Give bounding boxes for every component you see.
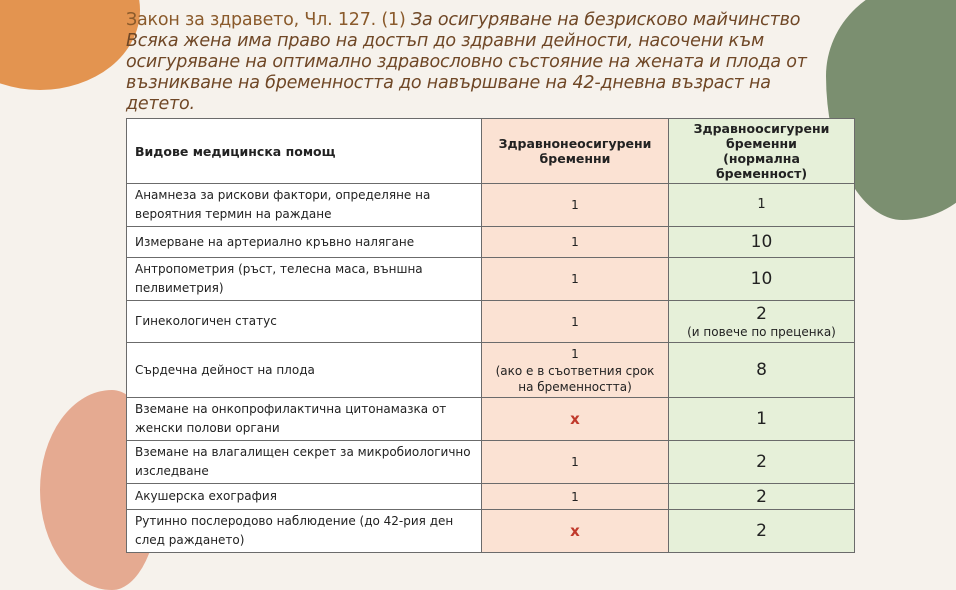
slide-title [126,10,826,115]
row-uninsured-value [482,184,669,227]
row-uninsured-value [482,258,669,301]
uninsured-count: 1 [571,198,579,212]
table-row [127,301,855,343]
not-covered-mark: x [570,521,580,540]
insured-count: 2 [756,486,767,507]
row-uninsured-value [482,227,669,258]
uninsured-note: (ако е в съответния срок на бременността) [495,364,655,394]
services-table-container [126,118,854,547]
row-insured-value [669,343,855,398]
row-service-name: Антропометрия (ръст, телесна маса, външна пелвиметрия) [127,258,482,301]
uninsured-count: 1 [571,272,579,286]
insured-count: 1 [756,409,767,429]
row-uninsured-value [482,441,669,484]
row-insured-value [669,258,855,301]
table-row [127,398,855,441]
header-uninsured: Здравнонеосигурени бременни [482,119,669,184]
title-rest: има право на достъп до здравни дейности, насочени към осигуряване на оптимално здравословно състояние на жената и плода от възникване на бременността до навършване на 42-дневна възраст на детето. [126,31,807,114]
table-row [127,343,855,398]
header-insured-line2: (нормална бременност) [715,151,808,181]
row-service-name: Вземане на онкопрофилактична цитонамазка от женски полови органи [127,398,482,441]
insured-count: 2 [756,452,767,472]
insured-count: 10 [750,232,773,252]
table-header-row [127,119,855,184]
services-table [126,118,855,553]
uninsured-count: 1 [571,314,579,329]
table-row [127,441,855,484]
uninsured-count: 1 [571,347,579,361]
uninsured-count: 1 [571,455,579,469]
decorative-blob-orange [0,0,140,90]
row-service-name: Анамнеза за рискови фактори, определяне на вероятния термин на раждане [127,184,482,227]
table-row [127,227,855,258]
row-uninsured-value [482,398,669,441]
title-highlight: За осигуряване на безрисково майчинство Всяка жена [126,10,801,51]
insured-note: (и повече по преценка) [687,324,836,339]
row-insured-value [669,301,855,343]
insured-count: 2 [756,303,767,324]
header-insured [669,119,855,184]
uninsured-count: 1 [571,489,579,504]
row-uninsured-value [482,301,669,343]
row-insured-value [669,510,855,553]
header-medical-care-type: Видове медицинска помощ [127,119,482,184]
insured-count: 10 [750,269,773,289]
table-row [127,484,855,510]
table-row [127,510,855,553]
row-service-name: Вземане на влагалищен секрет за микробиологично изследване [127,441,482,484]
uninsured-count: 1 [571,235,579,249]
insured-count: 1 [757,197,766,212]
row-uninsured-value [482,510,669,553]
row-service-name: Рутинно послеродово наблюдение (до 42-рия ден след раждането) [127,510,482,553]
insured-count: 8 [756,360,767,380]
row-service-name: Акушерска ехография [127,484,482,510]
row-insured-value [669,441,855,484]
row-insured-value [669,398,855,441]
row-uninsured-value [482,484,669,510]
row-service-name: Сърдечна дейност на плода [127,343,482,398]
row-uninsured-value [482,343,669,398]
row-service-name: Измерване на артериално кръвно налягане [127,227,482,258]
insured-count: 2 [756,521,767,541]
row-service-name: Гинекологичен статус [127,301,482,343]
table-row [127,184,855,227]
header-insured-line1: Здравноосигурени бременни [693,121,830,151]
row-insured-value [669,484,855,510]
not-covered-mark: x [570,409,580,428]
table-row [127,258,855,301]
title-prefix: Закон за здравето, Чл. 127. (1) [126,10,411,30]
row-insured-value [669,227,855,258]
row-insured-value [669,184,855,227]
